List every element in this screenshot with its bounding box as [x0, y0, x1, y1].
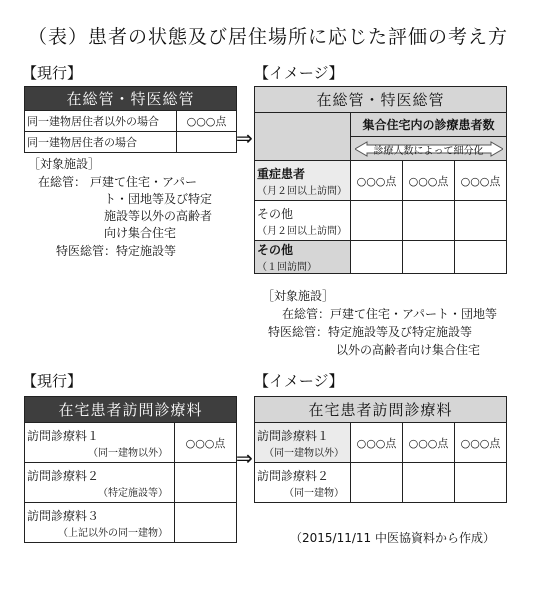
row-value	[177, 132, 237, 153]
row-sub: （１回訪問）	[257, 262, 317, 273]
table-row	[25, 132, 237, 153]
facility-label: ［対象施設］	[28, 157, 101, 171]
table-row	[255, 423, 507, 463]
cell-value	[403, 241, 455, 274]
arrow-icon: ⇒	[236, 446, 253, 470]
row-label: 訪問診療料１	[27, 428, 100, 443]
row-value	[175, 503, 237, 543]
cell-value	[351, 241, 403, 274]
row-label: 訪問診療料３	[27, 508, 100, 523]
current-label-bottom: 【現行】	[22, 372, 83, 390]
table-row	[25, 503, 237, 543]
cell-value	[351, 463, 403, 503]
image-label-top: 【イメージ】	[254, 64, 344, 82]
cell-value	[455, 241, 507, 274]
note-line: 在総管：戸建て住宅・アパート・団地等	[282, 307, 498, 321]
row-value: ○○○点	[175, 423, 237, 463]
table-row	[25, 111, 237, 132]
row-sub: （上記以外の同一建物）	[58, 527, 168, 539]
table-row	[25, 423, 237, 463]
row-label: その他	[257, 243, 294, 257]
table-row	[255, 201, 507, 241]
cell-value	[403, 463, 455, 503]
source-note: （2015/11/11 中医協資料から作成）	[290, 531, 495, 545]
zaisou-line: 戸建て住宅・アパー	[90, 175, 198, 189]
row-value	[175, 463, 237, 503]
cell-value	[403, 201, 455, 241]
cell-value: ○○○点	[403, 423, 455, 463]
image-table-top	[254, 86, 507, 274]
row-sub: （特定施設等）	[98, 487, 168, 499]
current-table-top	[24, 86, 237, 153]
cell-value: ○○○点	[455, 423, 507, 463]
zaisou-line: 施設等以外の高齢者	[104, 209, 213, 223]
col-header: 集合住宅内の診療患者数	[351, 113, 507, 137]
row-label: 同一建物居住者の場合	[25, 132, 177, 153]
banner	[355, 141, 502, 157]
table-header: 在総管・特医総管	[25, 87, 237, 111]
cell-value: ○○○点	[351, 423, 403, 463]
current-label-top: 【現行】	[22, 64, 83, 82]
table-row	[255, 161, 507, 201]
page-title: （表）患者の状態及び居住場所に応じた評価の考え方	[27, 26, 508, 48]
cell-value	[455, 201, 507, 241]
cell-value: ○○○点	[403, 161, 455, 201]
table-header: 在総管・特医総管	[255, 87, 507, 113]
tokui-note: 特医総管：特定施設等	[56, 244, 177, 258]
cell-value: ○○○点	[455, 161, 507, 201]
table-row	[255, 241, 507, 274]
zaisou-line: ト・団地等及び特定	[104, 192, 213, 206]
table-row	[255, 463, 507, 503]
note-line: 以外の高齢者向け集合住宅	[336, 343, 481, 357]
row-label: 訪問診療料２	[257, 468, 330, 483]
row-sub: （同一建物以外）	[88, 447, 168, 459]
row-sub: （月２回以上訪問）	[257, 225, 347, 237]
note-line: 特医総管：特定施設等及び特定施設等	[268, 325, 473, 339]
zaisou-line: 向け集合住宅	[104, 226, 177, 240]
row-label: 訪問診療料２	[27, 468, 100, 483]
row-label: 同一建物居住者以外の場合	[25, 111, 177, 132]
row-label: 重症患者	[257, 166, 306, 181]
row-value: ○○○点	[177, 111, 237, 132]
cell-value: ○○○点	[351, 161, 403, 201]
row-sub: （月２回以上訪問）	[257, 185, 347, 197]
image-table-bottom	[254, 396, 507, 503]
table-header: 在宅患者訪問診療料	[255, 397, 507, 423]
zaisou-prefix: 在総管：	[38, 175, 87, 189]
row-sub: （同一建物以外）	[264, 447, 344, 459]
banner-text: 診療人数によって細分化	[373, 145, 484, 157]
facility-label: ［対象施設］	[262, 289, 335, 303]
table-row	[25, 463, 237, 503]
cell-value	[455, 463, 507, 503]
cell-value	[351, 201, 403, 241]
image-label-bottom: 【イメージ】	[254, 372, 344, 390]
current-table-bottom	[24, 396, 237, 543]
row-sub: （同一建物）	[284, 487, 344, 499]
arrow-icon: ⇒	[236, 126, 253, 150]
row-label: 訪問診療料１	[257, 428, 330, 443]
row-label: その他	[257, 206, 294, 221]
blank-cell	[255, 113, 351, 161]
table-header: 在宅患者訪問診療料	[25, 397, 237, 423]
